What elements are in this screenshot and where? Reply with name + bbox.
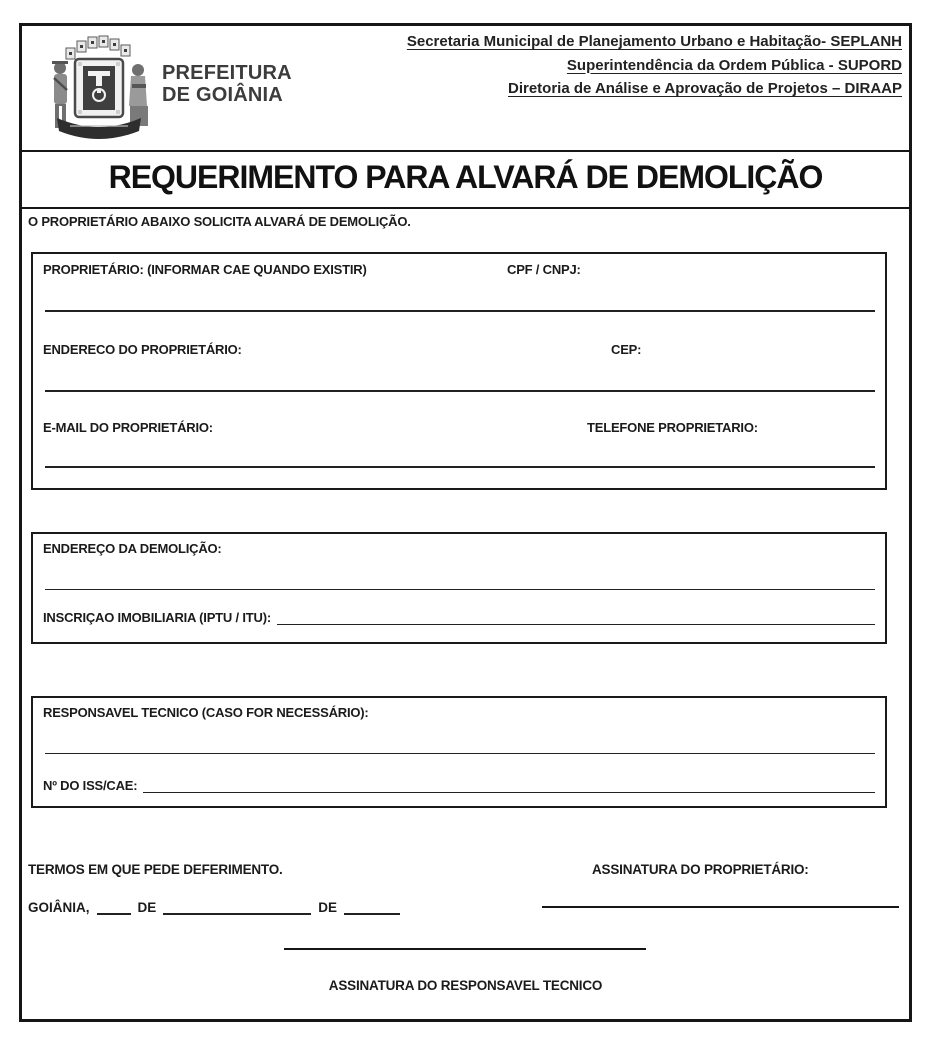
owner-address-label: ENDERECO DO PROPRIETÁRIO: [43, 342, 242, 357]
owner-name-input-line[interactable] [45, 310, 875, 312]
tech-signature-line[interactable] [284, 948, 646, 950]
owner-signature-line[interactable] [542, 906, 899, 908]
city-label: GOIÂNIA, [28, 900, 90, 915]
demolition-address-label: ENDEREÇO DA DEMOLIÇÃO: [43, 541, 222, 556]
owner-email-label: E-MAIL DO PROPRIETÁRIO: [43, 420, 213, 435]
org-name [162, 62, 292, 106]
owner-signature-label: ASSINATURA DO PROPRIETÁRIO: [592, 862, 809, 877]
intro-statement: O PROPRIETÁRIO ABAIXO SOLICITA ALVARÁ DE DEMOLIÇÃO. [28, 214, 411, 229]
org-name-line2: DE GOIÂNIA [162, 84, 283, 106]
owner-address-input-line[interactable] [45, 390, 875, 392]
date-month-input-line[interactable] [163, 901, 311, 915]
tech-signature-label: ASSINATURA DO RESPONSAVEL TECNICO [328, 978, 603, 993]
owner-label: PROPRIETÁRIO: (INFORMAR CAE QUANDO EXISTIR) [43, 262, 367, 277]
demolition-permit-form [19, 23, 912, 1022]
demolition-address-input-line[interactable] [45, 589, 875, 590]
form-title: REQUERIMENTO PARA ALVARÁ DE DEMOLIÇÃO [108, 159, 823, 195]
title-divider [21, 207, 910, 209]
department-line-diraap: Diretoria de Análise e Aprovação de Projetos – DIRAAP [507, 80, 902, 97]
department-lines [407, 30, 902, 101]
iss-cae-input-line[interactable] [143, 778, 875, 793]
terms-statement: TERMOS EM QUE PEDE DEFERIMENTO. [28, 862, 283, 877]
demolition-section [31, 532, 887, 644]
tech-responsible-label: RESPONSAVEL TECNICO (CASO FOR NECESSÁRIO): [43, 705, 369, 720]
org-name-line1: PREFEITURA [162, 62, 292, 84]
department-line-supord: Superintendência da Ordem Pública - SUPORD [566, 56, 902, 74]
date-day-input-line[interactable] [97, 901, 131, 915]
department-line-seplanh: Secretaria Municipal de Planejamento Urbano e Habitação- SEPLANH [406, 33, 902, 50]
date-row [28, 900, 400, 915]
header-divider [21, 150, 910, 152]
owner-phone-label: TELEFONE PROPRIETARIO: [587, 420, 758, 435]
iss-cae-label: Nº DO ISS/CAE: [43, 778, 138, 793]
property-registry-input-line[interactable] [277, 610, 875, 625]
date-de2-label: DE [318, 900, 338, 915]
technical-responsible-section [31, 696, 887, 808]
owner-email-input-line[interactable] [45, 466, 875, 468]
date-de1-label: DE [137, 900, 157, 915]
date-year-input-line[interactable] [344, 901, 400, 915]
goiania-coat-of-arms-icon [44, 32, 156, 146]
property-registry-label: INSCRIÇAO IMOBILIARIA (IPTU / ITU): [43, 610, 271, 625]
tech-responsible-input-line[interactable] [45, 753, 875, 754]
cpf-cnpj-label: CPF / CNPJ: [507, 262, 581, 277]
owner-section [31, 252, 887, 490]
cep-label: CEP: [611, 342, 642, 357]
